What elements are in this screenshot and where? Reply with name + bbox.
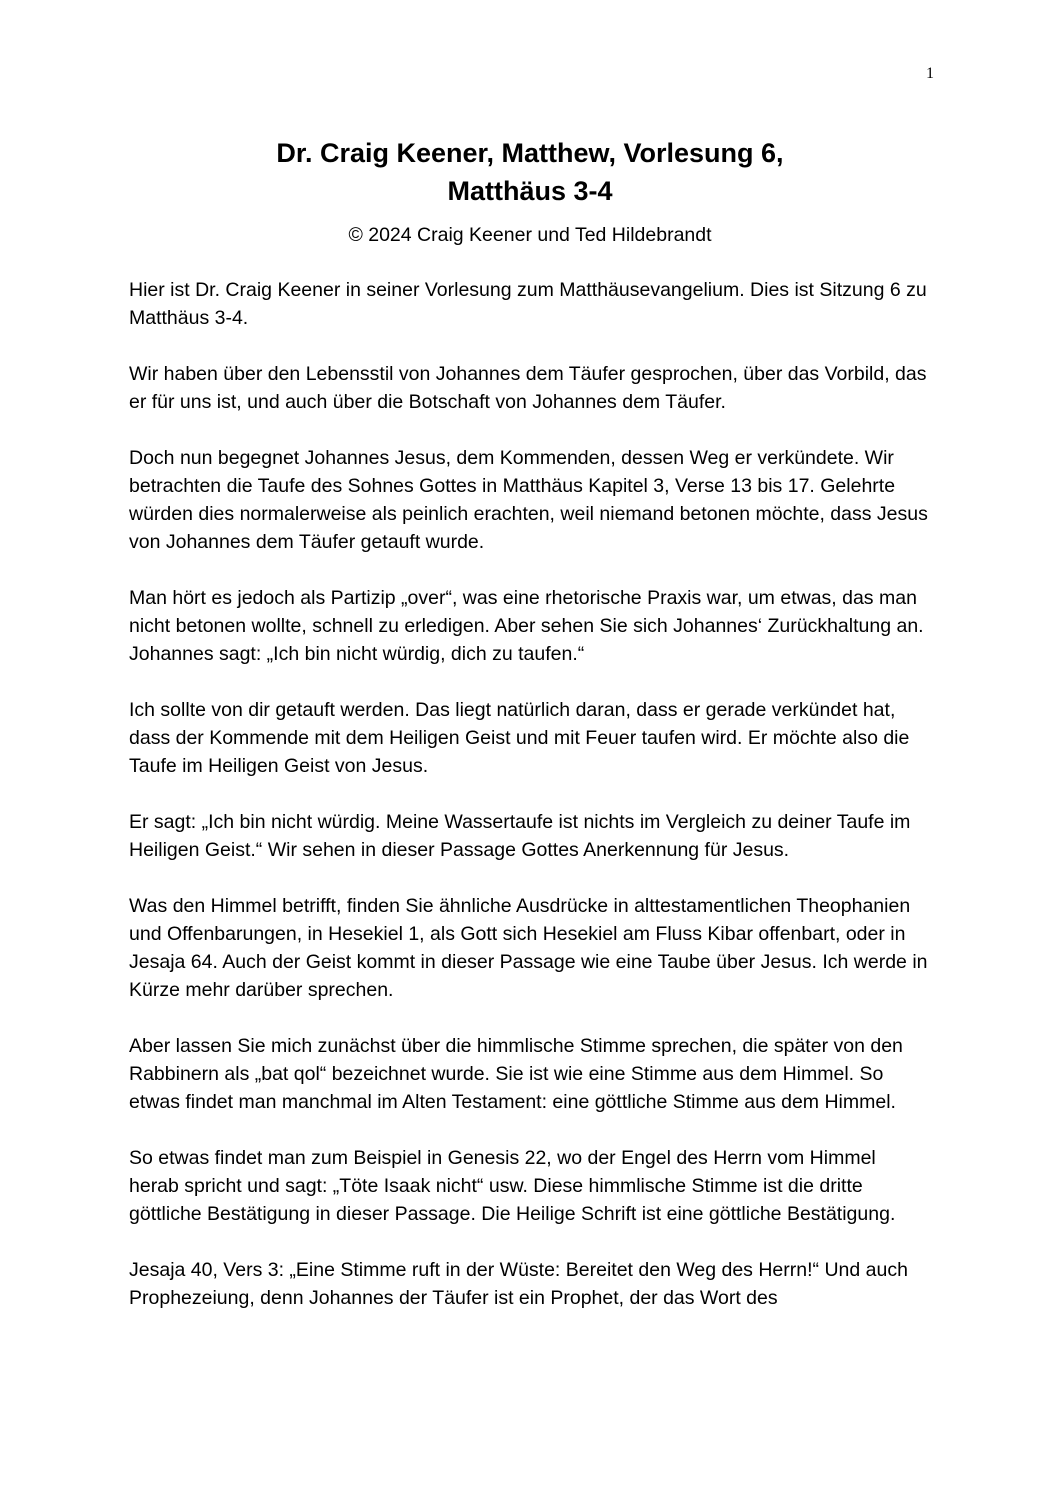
title-line-2: Matthäus 3-4 (447, 176, 613, 206)
paragraph: So etwas findet man zum Beispiel in Genesis 22, wo der Engel des Herrn vom Himmel herab spricht und sagt: „Töte Isaak nicht“ usw. Diese himmlische Stimme ist die dritte göttliche Bestätigung in dieser Passage. Die Heilige Schrift ist eine göttliche Bestätigung. (129, 1147, 896, 1225)
paragraph: Was den Himmel betrifft, finden Sie ähnliche Ausdrücke in alttestamentlichen Theophanien und Offenbarungen, in Hesekiel 1, als Gott sich Hesekiel am Fluss Kibar offenbart, oder in Jesaja 64. Auch der Geist kommt in dieser Passage wie eine Taube über Jesus. Ich werde in Kürze mehr darüber sprechen. (129, 895, 928, 1001)
page-number: 1 (926, 65, 934, 82)
copyright-notice: © 2024 Craig Keener und Ted Hildebrandt (348, 224, 712, 246)
paragraph: Jesaja 40, Vers 3: „Eine Stimme ruft in der Wüste: Bereitet den Weg des Herrn!“ Und auch Prophezeiung, denn Johannes der Täufer ist ein Prophet, der das Wort des (129, 1259, 908, 1309)
paragraph: Wir haben über den Lebensstil von Johannes dem Täufer gesprochen, über das Vorbild, das er für uns ist, und auch über die Botschaft von Johannes dem Täufer. (129, 363, 927, 413)
paragraph: Doch nun begegnet Johannes Jesus, dem Kommenden, dessen Weg er verkündete. Wir betrachten die Taufe des Sohnes Gottes in Matthäus Kapitel 3, Verse 13 bis 17. Gelehrte würden dies normalerweise als peinlich erachten, weil niemand betonen möchte, dass Jesus von Johannes dem Täufer getauft wurde. (129, 447, 928, 553)
paragraph: Er sagt: „Ich bin nicht würdig. Meine Wassertaufe ist nichts im Vergleich zu deiner Taufe im Heiligen Geist.“ Wir sehen in dieser Passage Gottes Anerkennung für Jesus. (129, 811, 911, 861)
document-title (130, 134, 930, 210)
paragraph: Ich sollte von dir getauft werden. Das liegt natürlich daran, dass er gerade verkündet hat, dass der Kommende mit dem Heiligen Geist und mit Feuer taufen wird. Er möchte also die Taufe im Heiligen Geist von Jesus. (129, 699, 910, 777)
paragraph: Aber lassen Sie mich zunächst über die himmlische Stimme sprechen, die später von den Rabbinern als „bat qol“ bezeichnet wurde. Sie ist wie eine Stimme aus dem Himmel. So etwas findet man manchmal im Alten Testament: eine göttliche Stimme aus dem Himmel. (129, 1035, 903, 1113)
document-body (129, 276, 931, 1340)
paragraph: Hier ist Dr. Craig Keener in seiner Vorlesung zum Matthäusevangelium. Dies ist Sitzung 6 zu Matthäus 3-4. (129, 279, 927, 329)
title-line-1: Dr. Craig Keener, Matthew, Vorlesung 6, (276, 138, 784, 168)
paragraph: Man hört es jedoch als Partizip „over“, was eine rhetorische Praxis war, um etwas, das man nicht betonen wollte, schnell zu erledigen. Aber sehen Sie sich Johannes‘ Zurückhaltung an. Johannes sagt: „Ich bin nicht würdig, dich zu taufen.“ (129, 587, 924, 665)
